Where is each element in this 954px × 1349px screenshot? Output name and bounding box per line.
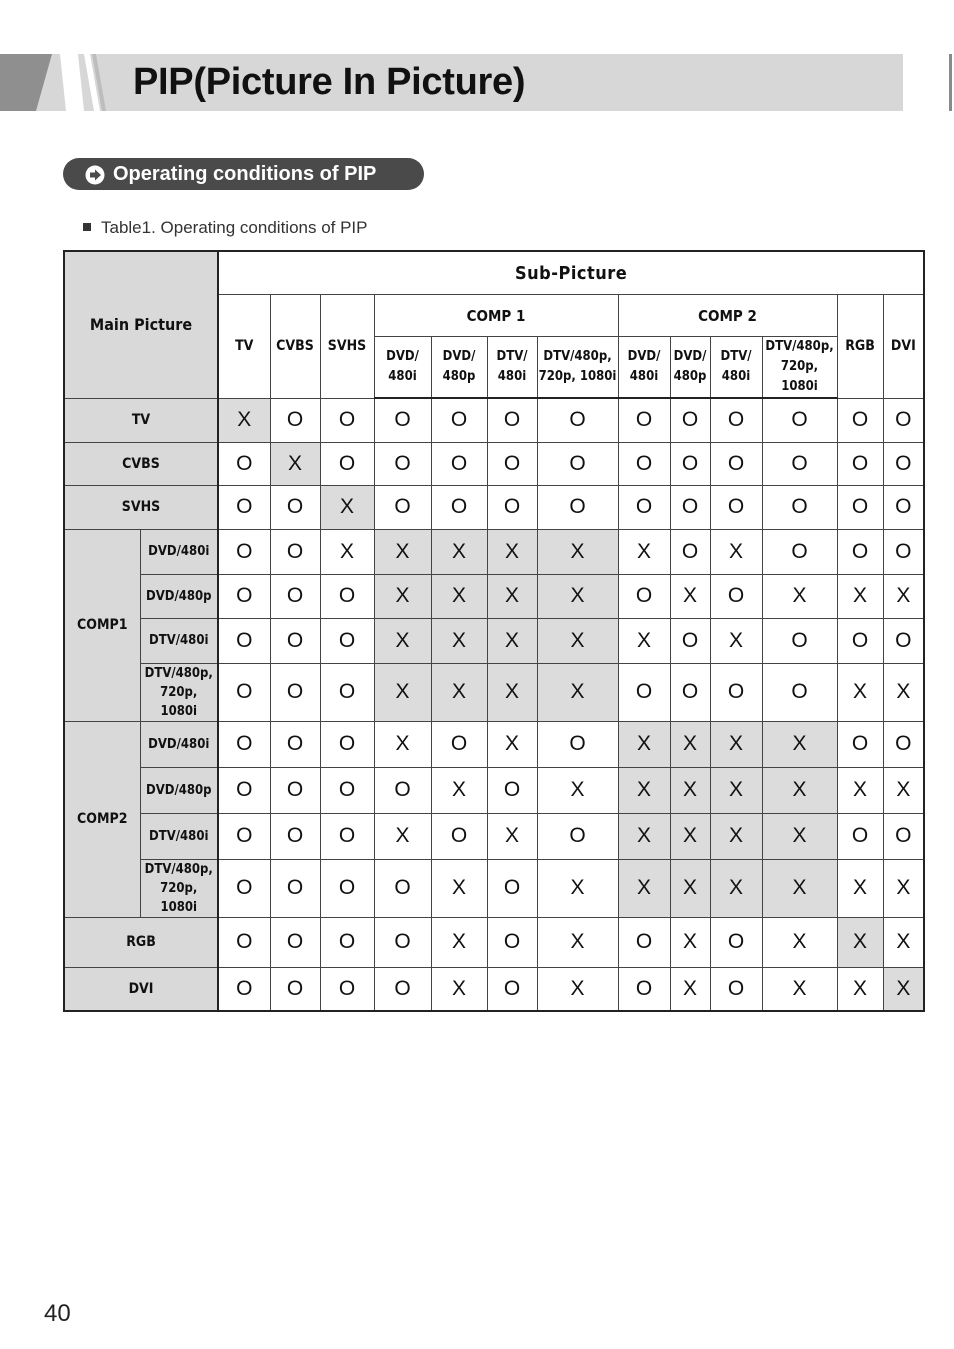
row-label-comp2-dtv-480i: DTV/480i [140,813,218,859]
table-cell: O [320,767,374,813]
table-cell: X [537,767,618,813]
table-row [64,917,924,967]
col-comp1-dvd-480i: DVD/ 480i [374,337,431,399]
table-cell: O [837,721,883,767]
table-cell: O [270,721,320,767]
table-cell: X [837,663,883,721]
table-cell: X [537,663,618,721]
table-cell: O [270,813,320,859]
square-bullet-icon [83,223,91,231]
table-cell: O [837,442,883,485]
table-cell: O [710,398,762,442]
row-label-comp2-dvd-480p: DVD/480p [140,767,218,813]
table-cell: X [537,574,618,618]
table-cell: O [431,721,487,767]
col-comp2-dtv-480i: DTV/ 480i [710,337,762,399]
table-cell: O [710,574,762,618]
page-title: PIP(Picture In Picture) [133,61,526,103]
table-row [64,442,924,485]
table-cell: O [320,663,374,721]
table-cell: O [431,442,487,485]
main-picture-header: Main Picture [64,251,218,398]
table-cell: O [883,721,924,767]
edge-mark [949,54,952,111]
table-cell: O [618,398,670,442]
table-cell: X [883,767,924,813]
table-cell: O [670,618,710,663]
table-cell: O [537,442,618,485]
col-comp1-dtv-hd: DTV/480p, 720p, 1080i [537,337,618,399]
table-cell: O [320,917,374,967]
table-cell: O [431,485,487,529]
table-cell: X [710,618,762,663]
banner-stripes-decoration [0,54,120,111]
col-comp1-dtv-480i: DTV/ 480i [487,337,537,399]
table-cell: O [270,663,320,721]
table-cell: X [618,859,670,917]
table-cell: X [374,663,431,721]
table-cell: X [837,574,883,618]
table-cell: O [320,574,374,618]
table-cell: X [618,721,670,767]
table-cell: X [374,574,431,618]
section-heading [63,158,424,190]
table-cell: O [218,485,270,529]
arrow-circle-icon [85,165,105,185]
table-cell: X [670,767,710,813]
table-cell: O [487,398,537,442]
table-cell: X [218,398,270,442]
table-cell: O [710,442,762,485]
table-cell: X [487,529,537,574]
table-cell: X [883,663,924,721]
table-cell: O [218,442,270,485]
table-cell: O [218,529,270,574]
table-row [64,574,924,618]
pip-conditions-table [63,250,925,1012]
table-row [64,859,924,917]
row-label-cvbs: CVBS [64,442,218,485]
table-cell: X [618,618,670,663]
table-cell: O [837,529,883,574]
table-cell: O [762,529,837,574]
table-cell: O [762,442,837,485]
table-cell: O [270,618,320,663]
table-cell: O [487,917,537,967]
table-cell: O [710,663,762,721]
table-cell: O [218,859,270,917]
table-cell: O [270,767,320,813]
table-cell: O [218,767,270,813]
row-label-comp1-dvd-480i: DVD/480i [140,529,218,574]
table-row [64,967,924,1011]
table-cell: X [710,721,762,767]
table-cell: O [883,529,924,574]
table-cell: O [218,813,270,859]
table-cell: X [374,813,431,859]
table-cell: X [710,767,762,813]
table-cell: O [218,663,270,721]
table-cell: O [218,917,270,967]
table-row [64,721,924,767]
row-label-comp1-dtv-hd: DTV/480p, 720p, 1080i [140,663,218,721]
row-label-comp1-dvd-480p: DVD/480p [140,574,218,618]
table-cell: X [537,967,618,1011]
table-cell: O [762,485,837,529]
table-row [64,663,924,721]
col-rgb: RGB [837,295,883,399]
row-label-comp2-dtv-hd: DTV/480p, 720p, 1080i [140,859,218,917]
table-cell: O [710,485,762,529]
row-group-comp1: COMP1 [64,529,140,721]
table-cell: X [837,767,883,813]
table-cell: X [762,767,837,813]
table-cell: O [374,967,431,1011]
table-cell: X [374,529,431,574]
table-cell: X [762,859,837,917]
table-cell: X [537,618,618,663]
table-cell: O [218,721,270,767]
table-cell: X [618,767,670,813]
table-cell: O [883,813,924,859]
table-cell: O [883,398,924,442]
col-comp2-dtv-hd: DTV/480p, 720p, 1080i [762,337,837,399]
table-caption [83,217,368,239]
row-label-comp2-dvd-480i: DVD/480i [140,721,218,767]
table-cell: X [883,574,924,618]
table-cell: O [374,485,431,529]
table-cell: X [537,529,618,574]
table-cell: O [270,398,320,442]
table-cell: X [431,967,487,1011]
table-cell: O [487,485,537,529]
table-cell: X [837,859,883,917]
caption-text: Table1. Operating conditions of PIP [101,218,368,237]
table-cell: O [431,813,487,859]
table-row [64,618,924,663]
table-cell: O [883,442,924,485]
table-cell: O [537,485,618,529]
table-cell: X [487,813,537,859]
table-cell: O [320,967,374,1011]
table-cell: X [883,859,924,917]
table-cell: X [670,859,710,917]
table-cell: O [883,618,924,663]
table-cell: O [618,663,670,721]
table-cell: O [837,485,883,529]
table-cell: X [487,663,537,721]
row-label-tv: TV [64,398,218,442]
table-cell: O [270,529,320,574]
table-cell: X [883,917,924,967]
section-title: Operating conditions of PIP [113,163,377,185]
table-cell: O [670,485,710,529]
row-label-comp1-dtv-480i: DTV/480i [140,618,218,663]
table-cell: O [374,859,431,917]
table-cell: O [320,618,374,663]
table-cell: O [670,663,710,721]
table-cell: O [218,967,270,1011]
table-cell: X [837,967,883,1011]
table-cell: X [670,917,710,967]
col-comp1-dvd-480p: DVD/ 480p [431,337,487,399]
table-cell: X [762,967,837,1011]
table-cell: O [883,485,924,529]
table-cell: X [670,967,710,1011]
table-cell: O [618,967,670,1011]
col-comp2-dvd-480p: DVD/ 480p [670,337,710,399]
table-cell: X [431,917,487,967]
table-cell: O [270,917,320,967]
table-cell: O [270,574,320,618]
table-cell: X [487,574,537,618]
table-cell: X [710,859,762,917]
sub-picture-header: Sub-Picture [218,251,924,295]
table-cell: O [618,574,670,618]
table-cell: O [320,721,374,767]
col-svhs: SVHS [320,295,374,399]
col-group-comp2: COMP 2 [618,295,837,337]
row-label-svhs: SVHS [64,485,218,529]
table-cell: X [762,917,837,967]
page-number: 40 [44,1300,71,1327]
table-cell: X [431,574,487,618]
col-cvbs: CVBS [270,295,320,399]
table-cell: O [320,813,374,859]
table-cell: X [670,721,710,767]
table-cell: X [670,574,710,618]
table-cell: O [618,442,670,485]
table-cell: O [487,442,537,485]
table-cell: O [670,442,710,485]
table-cell: O [762,663,837,721]
table-cell: O [270,967,320,1011]
table-cell: O [218,574,270,618]
table-cell: O [270,485,320,529]
table-cell: X [710,813,762,859]
table-cell: X [374,618,431,663]
table-cell: X [710,529,762,574]
col-dvi: DVI [883,295,924,399]
table-cell: O [320,442,374,485]
table-cell: O [670,529,710,574]
table-cell: O [762,618,837,663]
table-cell: O [218,618,270,663]
table-cell: O [320,398,374,442]
table-cell: X [270,442,320,485]
table-cell: X [374,721,431,767]
table-cell: O [837,398,883,442]
table-cell: X [431,529,487,574]
table-cell: X [762,721,837,767]
table-cell: X [670,813,710,859]
table-cell: O [320,859,374,917]
table-cell: O [537,813,618,859]
table-row [64,767,924,813]
table-cell: X [537,917,618,967]
table-cell: O [374,442,431,485]
table-cell: X [431,859,487,917]
table-cell: X [762,574,837,618]
table-cell: X [431,618,487,663]
table-cell: O [487,767,537,813]
table-cell: X [320,485,374,529]
table-cell: O [762,398,837,442]
table-cell: X [762,813,837,859]
table-cell: X [618,529,670,574]
table-cell: O [618,485,670,529]
table-cell: O [837,618,883,663]
table-cell: X [487,618,537,663]
table-cell: X [837,917,883,967]
table-cell: O [837,813,883,859]
table-cell: O [487,967,537,1011]
table-cell: O [710,917,762,967]
table-cell: X [320,529,374,574]
row-label-dvi: DVI [64,967,218,1011]
col-group-comp1: COMP 1 [374,295,618,337]
table-cell: O [710,967,762,1011]
table-cell: O [537,398,618,442]
table-row [64,398,924,442]
row-label-rgb: RGB [64,917,218,967]
table-cell: X [618,813,670,859]
col-comp2-dvd-480i: DVD/ 480i [618,337,670,399]
col-tv: TV [218,295,270,399]
table-cell: X [431,767,487,813]
table-cell: O [374,917,431,967]
table-cell: O [537,721,618,767]
table-row [64,529,924,574]
table-cell: O [270,859,320,917]
table-cell: X [487,721,537,767]
table-row [64,813,924,859]
row-group-comp2: COMP2 [64,721,140,917]
table-cell: O [487,859,537,917]
table-row [64,485,924,529]
table-cell: X [537,859,618,917]
table-cell: X [883,967,924,1011]
table-cell: O [431,398,487,442]
table-cell: O [618,917,670,967]
table-cell: X [431,663,487,721]
table-cell: O [670,398,710,442]
table-cell: O [374,398,431,442]
table-cell: O [374,767,431,813]
